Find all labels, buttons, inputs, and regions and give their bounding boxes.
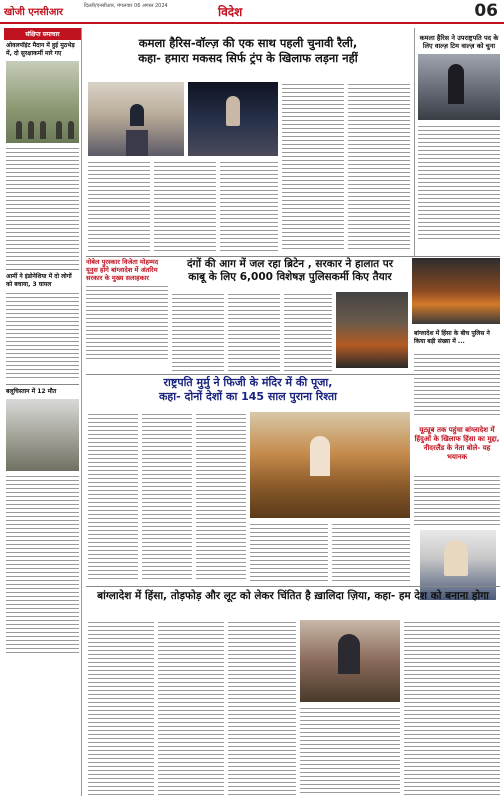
khaleda-headline: बांग्लादेश में हिंसा, तोड़फोड़ और लूट को लेकर चिंतित है ख़ालिदा ज़िया, कहा- हम देश को बनाना होगा xyxy=(97,590,489,602)
section-title: विदेश xyxy=(218,5,243,19)
uk-riot-body-2 xyxy=(228,292,280,372)
brief-body-2 xyxy=(6,291,79,381)
yunus-headline: नोबेल पुरस्कार विजेता मोहम्मद यूनुस होंगे बांग्लादेश में अंतरिम सरकार के मुख्य सलाहकार xyxy=(86,258,159,282)
murmu-headline xyxy=(86,376,410,404)
divider xyxy=(6,269,79,270)
brief-headline-2: आर्मी ने इंडोनेशिया में दो लोगों को बचाया, 3 घायल xyxy=(6,273,72,288)
lead-body-col-3 xyxy=(282,82,344,252)
bd-police-headline: बांग्लादेश में हिंसा के बीच पुलिस ने किया बड़ी संख्या में ... xyxy=(414,330,490,345)
uk-riot-headline xyxy=(172,258,408,284)
sidebar-briefs xyxy=(4,28,82,796)
divider xyxy=(86,586,500,587)
murmu-body-5 xyxy=(332,522,410,582)
yunus-body xyxy=(86,284,168,360)
yunus-story xyxy=(86,258,168,360)
lead-photo-rally xyxy=(88,82,184,156)
lead-body-col-2b xyxy=(220,160,278,252)
uk-riot-photo xyxy=(336,292,408,368)
speaker-figure xyxy=(130,104,144,126)
briefs-tag: संक्षिप्त समाचार xyxy=(4,28,81,40)
khaleda-body-1 xyxy=(88,620,154,796)
khaleda-body-3 xyxy=(228,620,296,796)
murmu-body-1 xyxy=(88,412,138,582)
netherlands-leader-figure xyxy=(444,540,468,576)
divider xyxy=(6,384,79,385)
right-column-story xyxy=(414,28,500,256)
brief-headline-3: बलूचिस्तान में 12 मौत xyxy=(6,388,57,395)
murmu-headline-line2: कहा- दोनों देशों का 145 साल पुराना रिश्ता xyxy=(158,390,338,403)
lead-headline-line2: कहा- हमारा मकसद सिर्फ ट्रंप के खिलाफ लड़ना नहीं xyxy=(138,51,358,65)
khaleda-body-2 xyxy=(158,620,224,796)
khaleda-figure xyxy=(338,634,360,674)
right-body xyxy=(418,124,500,242)
page-number: 06 xyxy=(474,1,498,21)
murmu-temple-photo xyxy=(250,412,410,518)
uk-riot-headline-line1: दंगों की आग में जल रहा ब्रिटेन , सरकार ने हालात पर xyxy=(186,258,394,270)
brief-body-3 xyxy=(6,474,79,654)
netherlands-body-1 xyxy=(414,474,500,526)
masthead-meta xyxy=(84,3,168,9)
masthead xyxy=(0,0,504,24)
khaleda-body-5 xyxy=(404,620,500,796)
divider xyxy=(86,374,500,375)
divider xyxy=(86,256,500,257)
murmu-body-2 xyxy=(142,412,192,582)
bd-police-body xyxy=(414,352,500,418)
murmu-figure xyxy=(310,436,330,476)
uk-riot-body-3 xyxy=(284,292,332,372)
uk-riot-body-1 xyxy=(172,292,224,372)
brief-headline-1: ओवलपॉइंट मैदान में हुई मुठभेड़ में, दो सुरक्षाकर्मी मारे गए xyxy=(6,42,75,57)
murmu-body-4 xyxy=(250,522,328,582)
newspaper-brand: खोजी एनसीआर xyxy=(4,7,64,18)
murmu-body-3 xyxy=(196,412,246,582)
uk-fire-photo xyxy=(412,258,500,324)
netherlands-headline: यूट्यूब तक पहुंचा बांग्लादेश में हिंदुओं के खिलाफ हिंसा का मुद्दा, नीदरलैंड के नेता बोले- यह भयानक xyxy=(414,426,500,461)
lead-body-col-2 xyxy=(154,160,216,252)
lead-body-col-1 xyxy=(88,160,150,252)
lead-headline-line1: कमला हैरिस-वॉल्ज़ की एक साथ पहली चुनावी रैली, xyxy=(138,36,358,50)
right-headline: कमला हैरिस ने उपराष्ट्रपति पद के लिए वाल्ज़ टिम वाल्ज़ को चुना xyxy=(419,34,499,50)
brief-photo-1 xyxy=(6,61,79,143)
podium xyxy=(126,130,148,156)
masthead-date-line: दिल्ली/एनसीआर, मंगलवार 06 अगस्त 2024 xyxy=(84,3,168,9)
right-photo-figure xyxy=(448,64,464,104)
murmu-headline-line1: राष्ट्रपति मुर्मु ने फिजी के मंदिर में की पूजा, xyxy=(163,376,333,389)
khaleda-body-4 xyxy=(300,706,400,796)
khaleda-photo xyxy=(300,620,400,702)
lead-headline xyxy=(86,36,410,66)
lead-photo-portrait xyxy=(188,82,278,156)
brief-body-1 xyxy=(6,146,79,266)
brief-photo-2 xyxy=(6,399,79,471)
uk-riot-headline-line2: काबू के लिए 6,000 विशेषज्ञ पुलिसकर्मी किए तैयार xyxy=(188,271,392,283)
right-photo xyxy=(418,54,500,120)
portrait-figure xyxy=(226,96,240,126)
lead-body-col-4 xyxy=(348,82,410,252)
